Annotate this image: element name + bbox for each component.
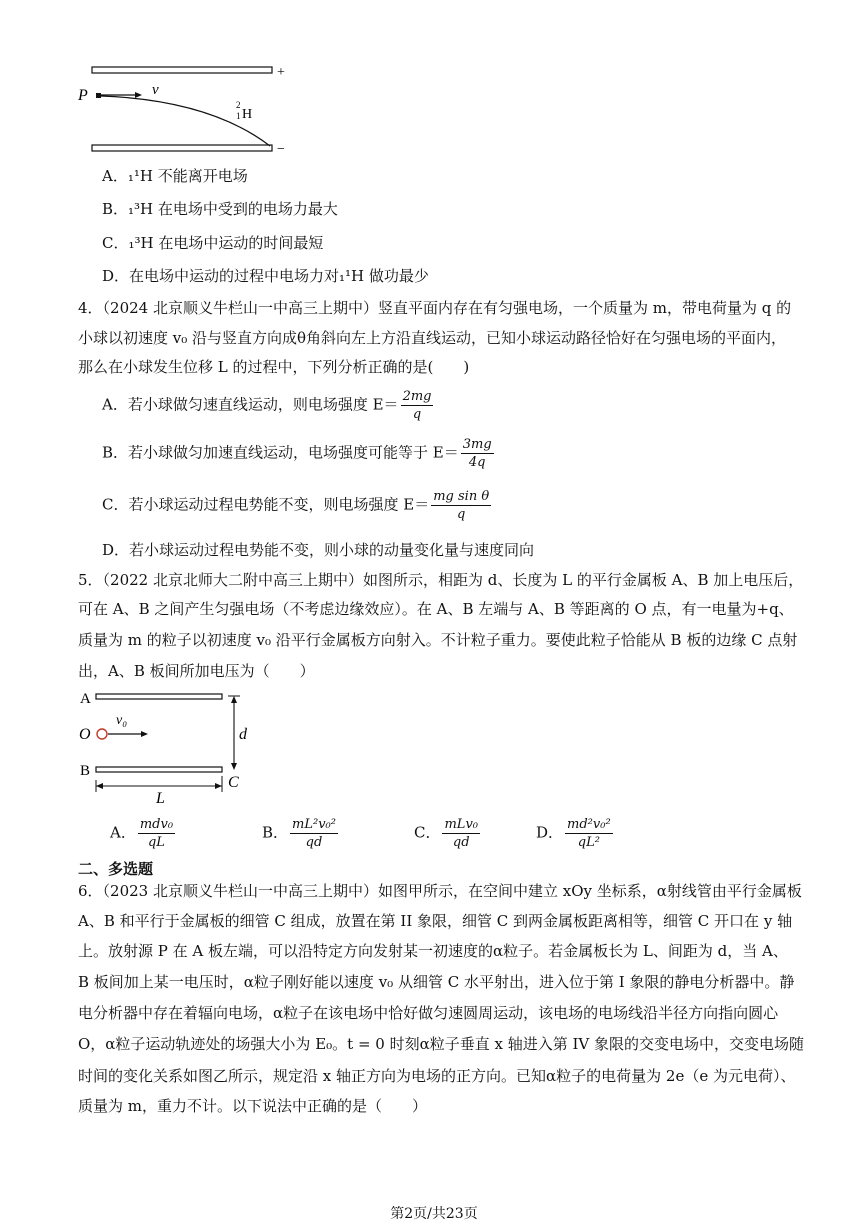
L-label: L — [156, 790, 165, 807]
fraction-numerator: md²v₀² — [567, 817, 611, 832]
q4-option-a — [102, 388, 435, 423]
fraction-denominator: qL² — [577, 835, 600, 850]
q4-option-a-fraction — [401, 388, 434, 423]
fraction-denominator: qL — [147, 835, 165, 850]
q5-stem-line-1: 5．（2022 北京北师大二附中高三上期中）如图所示，相距为 d、长度为 L 的平行金属板 A、B 加上电压后， — [78, 571, 804, 589]
fraction-denominator: qd — [305, 835, 323, 850]
q5-stem-line-2: 可在 A、B 之间产生匀强电场（不考虑边缘效应）。在 A、B 左端与 A、B 等距离的 O 点，有一电量为+q、 — [78, 600, 794, 618]
q4-stem-line-3: 那么在小球发生位移 L 的过程中，下列分析正确的是( ) — [78, 358, 470, 376]
q6-stem-line-4: B 板间加上某一电压时，α粒子刚好能以速度 v₀ 从细管 C 水平射出，进入位于第 I 象限的静电分析器中。静 — [78, 973, 795, 991]
q5-option-b — [262, 816, 340, 851]
velocity-label: v — [152, 82, 159, 98]
option-label: C． — [414, 823, 441, 842]
q5-stem-line-3: 质量为 m 的粒子以初速度 v₀ 沿平行金属板方向射入。不计粒子重力。要使此粒子恰能从 B 板的边缘 C 点射 — [78, 631, 798, 649]
q3-option-d: D．在电场中运动的过程中电场力对₁¹H 做功最少 — [102, 267, 429, 285]
figure-parallel-plates — [76, 686, 256, 808]
v0-arrowhead-icon — [141, 731, 148, 737]
L-arrow-right-icon — [215, 783, 222, 789]
d-arrow-down-icon — [231, 763, 237, 770]
q4-stem-line-1: 4．（2024 北京顺义牛栏山一中高三上期中）竖直平面内存在有匀强电场，一个质量为 m，带电荷量为 q 的 — [78, 299, 792, 317]
point-C-label: C — [228, 774, 239, 791]
plate-A-label: A — [80, 691, 91, 707]
fraction-numerator: mdv₀ — [139, 817, 174, 832]
isotope-symbol: H — [242, 107, 253, 122]
q6-stem-line-5: 电分析器中存在着辐向电场，α粒子在该电场中恰好做匀速圆周运动，该电场的电场线沿半径方向指向圆心 — [78, 1004, 779, 1022]
q5-option-c — [414, 816, 482, 851]
fraction-denominator: q — [457, 507, 466, 522]
q4-option-c-fraction — [431, 488, 491, 523]
q4-option-c-text: C．若小球运动过程电势能不变，则电场强度 E＝ — [102, 495, 430, 514]
q4-option-b-fraction — [461, 436, 494, 471]
fraction-denominator: 4q — [468, 455, 486, 470]
fraction-numerator: mg sin θ — [433, 489, 490, 504]
lower-plate — [92, 145, 272, 151]
q3-option-a: A．₁¹H 不能离开电场 — [102, 167, 248, 185]
q3-option-c: C．₁³H 在电场中运动的时间最短 — [102, 234, 324, 252]
velocity-arrowhead-icon — [135, 92, 142, 98]
q6-stem-line-2: A、B 和平行于金属板的细管 C 组成，放置在第 II 象限，细管 C 到两金属板距离相等，细管 C 开口在 y 轴 — [78, 912, 793, 930]
option-label: A． — [110, 823, 136, 842]
q4-option-d: D．若小球运动过程电势能不变，则小球的动量变化量与速度同向 — [102, 541, 535, 559]
option-label: B． — [262, 823, 289, 842]
minus-sign: − — [277, 142, 285, 157]
section-heading: 二、多选题 — [78, 860, 154, 878]
fraction-denominator: q — [412, 407, 422, 422]
fraction-numerator: 3mg — [462, 437, 492, 452]
q5-option-d-fraction — [565, 816, 613, 851]
point-O-label: O — [79, 726, 91, 743]
q6-stem-line-3: 上。放射源 P 在 A 板左端，可以沿特定方向发射某一初速度的α粒子。若金属板长为 L、间距为 d，当 A、 — [78, 942, 788, 960]
v0-label: v₀ — [116, 713, 128, 728]
fraction-numerator: mLv₀ — [444, 817, 478, 832]
point-O — [97, 729, 107, 739]
q5-stem-line-4: 出，A、B 板间所加电压为（ ） — [78, 662, 315, 680]
q6-stem-line-6: O，α粒子运动轨迹处的场强大小为 E₀。t = 0 时刻α粒子垂直 x 轴进入第 IV 象限的交变电场中，交变电场随 — [78, 1035, 805, 1053]
option-label: D． — [536, 823, 564, 842]
fraction-numerator: mL²v₀² — [292, 817, 336, 832]
q4-option-b — [102, 436, 496, 471]
isotope-atomic-number: 1 — [236, 111, 241, 121]
q5-option-d — [536, 816, 615, 851]
plus-sign: + — [277, 65, 285, 80]
isotope-mass-number: 2 — [236, 100, 241, 110]
figure-deflection-plates — [70, 60, 300, 160]
q4-stem-line-2: 小球以初速度 v₀ 沿与竖直方向成θ角斜向左上方沿直线运动，已知小球运动路径恰好在匀强电场的平面内， — [78, 329, 787, 347]
q5-option-c-fraction — [442, 816, 480, 851]
q4-option-b-text: B．若小球做匀加速直线运动，电场强度可能等于 E＝ — [102, 443, 459, 462]
point-P — [96, 93, 101, 98]
L-arrow-left-icon — [96, 783, 103, 789]
q4-option-c — [102, 488, 493, 523]
plate-B — [96, 767, 222, 772]
fraction-denominator: qd — [452, 835, 470, 850]
q5-option-a — [110, 816, 177, 851]
q5-option-b-fraction — [290, 816, 338, 851]
q5-option-a-fraction — [138, 816, 175, 851]
q6-stem-line-1: 6．（2023 北京顺义牛栏山一中高三上期中）如图甲所示，在空间中建立 xOy 坐标系，α射线管由平行金属板 — [78, 882, 802, 900]
q3-option-b: B．₁³H 在电场中受到的电场力最大 — [102, 200, 338, 218]
q6-stem-line-8: 质量为 m，重力不计。以下说法中正确的是（ ） — [78, 1097, 427, 1115]
d-label: d — [239, 726, 247, 743]
d-arrow-up-icon — [231, 696, 237, 703]
page-footer: 第2页/共23页 — [390, 1206, 478, 1222]
plate-B-label: B — [80, 763, 91, 779]
plate-A — [96, 694, 222, 699]
point-P-label: P — [78, 87, 88, 104]
q4-option-a-text: A．若小球做匀速直线运动，则电场强度 E＝ — [102, 395, 399, 414]
upper-plate — [92, 67, 272, 73]
fraction-numerator: 2mg — [402, 389, 432, 404]
q6-stem-line-7: 时间的变化关系如图乙所示，规定沿 x 轴正方向为电场的正方向。已知α粒子的电荷量为 2e（e 为元电荷）、 — [78, 1067, 796, 1085]
